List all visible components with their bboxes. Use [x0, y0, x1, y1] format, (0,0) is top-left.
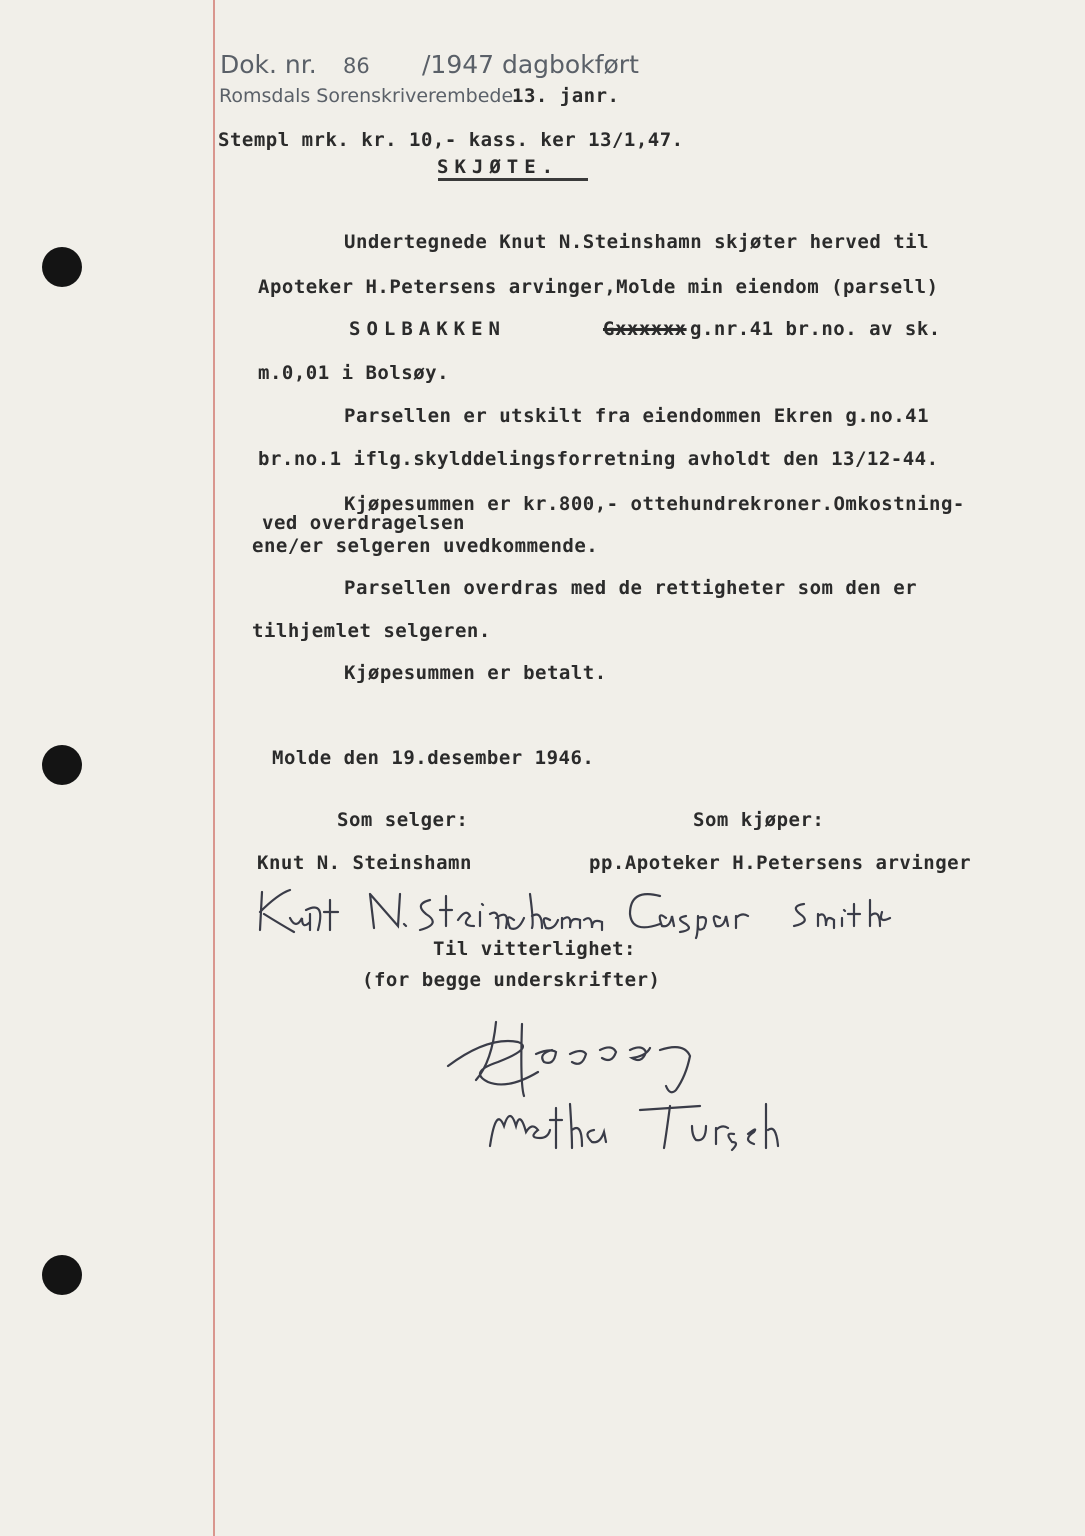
witness-signature-1: [430, 1010, 790, 1100]
witness-signature-2: [480, 1090, 800, 1160]
buyer-name: pp.Apoteker H.Petersens arvinger: [589, 852, 972, 874]
body-line-8: ene/er selgeren uvedkommende.: [252, 535, 599, 557]
buyer-signature: [620, 880, 920, 940]
seller-signature: [250, 880, 630, 940]
witness-label: Til vitterlighet:: [433, 938, 636, 960]
buyer-label: Som kjøper:: [693, 809, 825, 831]
property-name: SOLBAKKEN: [349, 318, 506, 340]
place-date: Molde den 19.desember 1946.: [272, 747, 595, 769]
stamp-fee-line: Stempl mrk. kr. 10,- kass. ker 13/1,47.: [218, 129, 684, 151]
property-reference: g.nr.41 br.no. av sk.: [690, 318, 941, 340]
punch-hole-middle: [42, 745, 82, 785]
punch-hole-bottom: [42, 1255, 82, 1295]
stamp-date: 13. janr.: [512, 85, 620, 107]
body-line-1: Undertegnede Knut N.Steinshamn skjøter herved til: [344, 231, 930, 253]
body-line-2: Apoteker H.Petersens arvinger,Molde min eiendom (parsell): [258, 276, 939, 298]
document-title: SKJØTE.: [437, 156, 560, 178]
title-underline: [438, 178, 588, 181]
punch-hole-top: [42, 247, 82, 287]
body-line-4: m.0,01 i Bolsøy.: [258, 362, 450, 384]
body-line-7: Kjøpesummen er kr.800,- ottehundrekroner.Omkostning-: [344, 493, 965, 515]
struck-text: Gxxxxxx: [603, 318, 687, 340]
stamp-doc-number: 86: [343, 54, 370, 78]
body-line-9: Parsellen overdras med de rettigheter som den er: [344, 577, 918, 599]
inserted-line: ved overdragelsen: [262, 512, 465, 534]
seller-label: Som selger:: [337, 809, 469, 831]
stamp-doc-label: Dok. nr.: [220, 50, 317, 79]
body-line-6: br.no.1 iflg.skylddelingsforretning avholdt den 13/12-44.: [258, 448, 939, 470]
seller-name: Knut N. Steinshamn: [257, 852, 472, 874]
body-line-10: tilhjemlet selgeren.: [252, 620, 491, 642]
body-line-5: Parsellen er utskilt fra eiendommen Ekren g.no.41: [344, 405, 930, 427]
body-line-11: Kjøpesummen er betalt.: [344, 662, 607, 684]
stamp-year: /1947 dagbokført: [422, 50, 639, 79]
margin-rule: [213, 0, 215, 1536]
witness-note: (for begge underskrifter): [362, 969, 661, 991]
stamp-office: Romsdals Sorenskriverembede: [219, 85, 514, 107]
